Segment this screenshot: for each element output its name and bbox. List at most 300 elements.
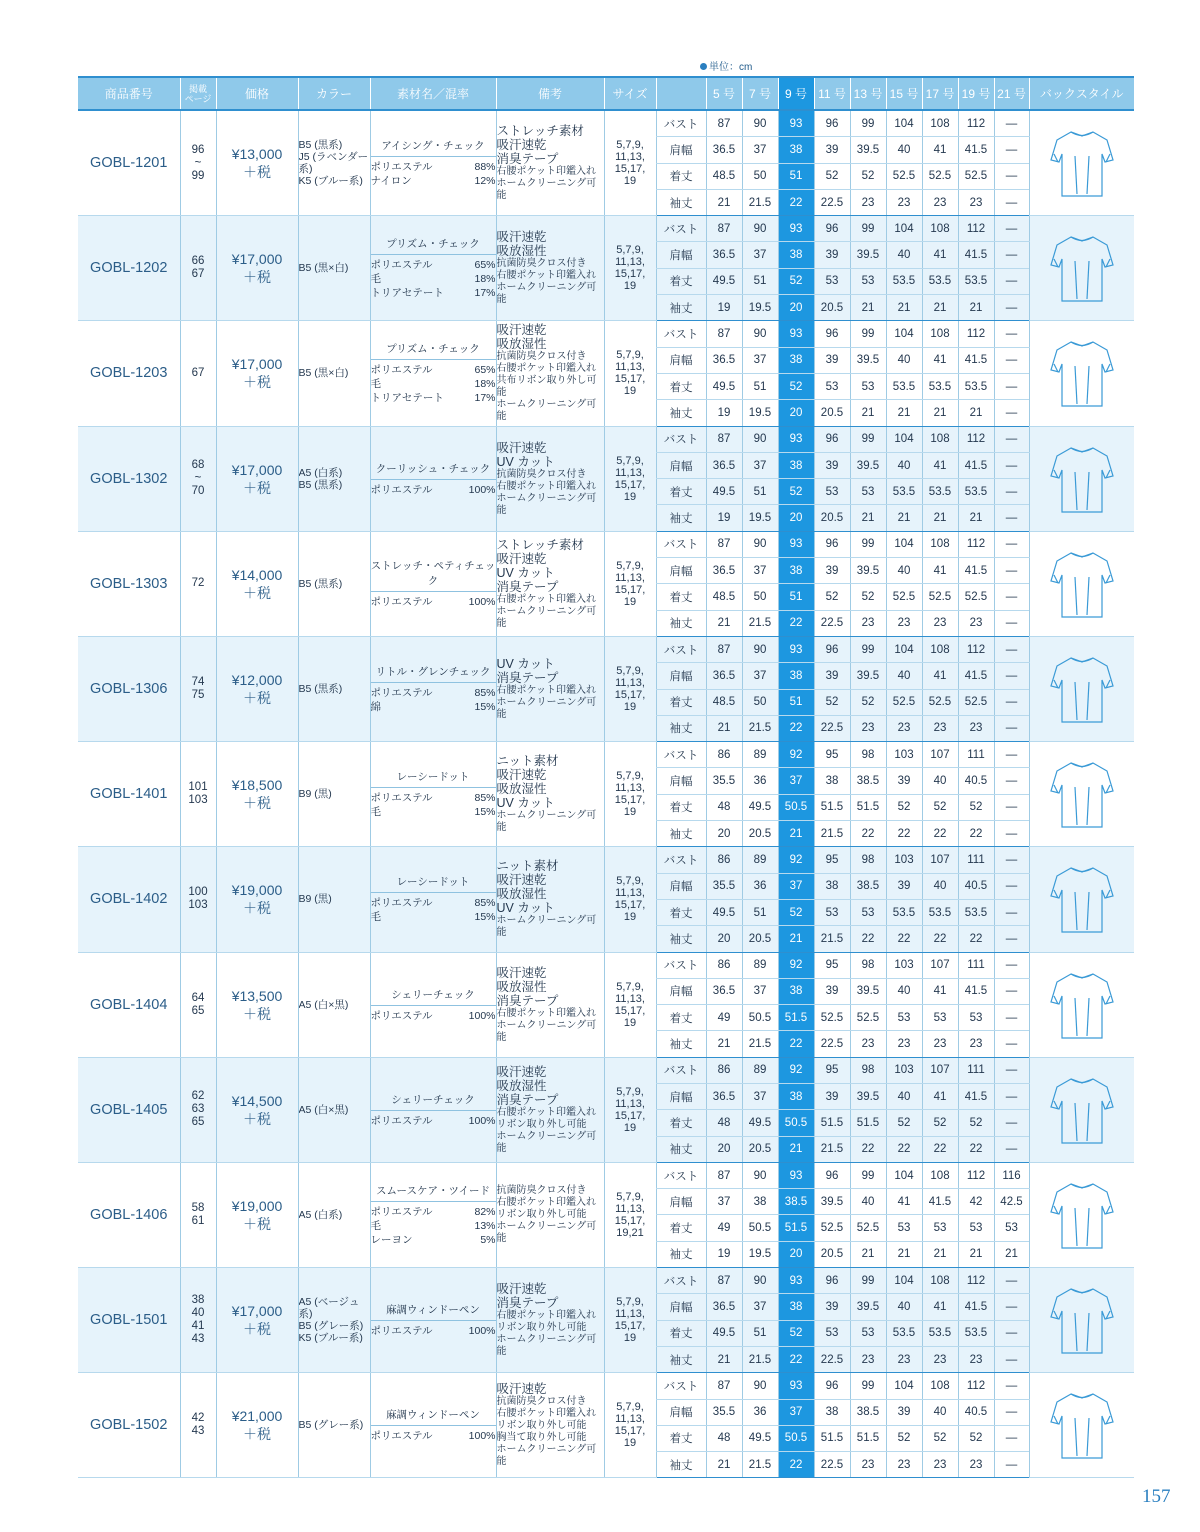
measure-value: 22 (922, 821, 958, 847)
measure-label: 肩幅 (656, 1189, 706, 1215)
measure-value: 39.5 (814, 1189, 850, 1215)
measure-value: 19 (706, 1241, 742, 1267)
measure-value: 36.5 (706, 452, 742, 478)
product-code: GOBL-1302 (78, 426, 180, 531)
measure-value: 51 (778, 584, 814, 610)
measure-value: 22 (958, 821, 994, 847)
measure-value: 22 (886, 1136, 922, 1162)
measure-value: 86 (706, 952, 742, 978)
measure-label: バスト (656, 216, 706, 242)
available-sizes: 5,7,9, 11,13, 15,17, 19 (604, 1373, 656, 1478)
measure-value: 41.5 (958, 663, 994, 689)
measure-value: 39.5 (850, 978, 886, 1004)
measure-value: 40 (886, 242, 922, 268)
measure-value: 87 (706, 1373, 742, 1399)
measure-value: 89 (742, 952, 778, 978)
measure-value: 37 (742, 137, 778, 163)
measure-value: 23 (850, 1031, 886, 1057)
measure-value: 21 (922, 505, 958, 531)
measure-label: 袖丈 (656, 1241, 706, 1267)
measure-value: 42 (958, 1189, 994, 1215)
measure-value: 87 (706, 216, 742, 242)
measure-value: 40 (922, 768, 958, 794)
measure-value: 22.5 (814, 189, 850, 215)
measure-value: 112 (958, 636, 994, 662)
measure-label: 袖丈 (656, 926, 706, 952)
fiber-percent: 5% (480, 1233, 496, 1246)
fiber-name: ポリエステル (370, 1205, 433, 1218)
notes-cell (496, 1162, 604, 1267)
measure-value: — (994, 821, 1029, 847)
measure-value: 36.5 (706, 1083, 742, 1109)
measure-value: — (994, 899, 1029, 925)
measure-value: — (994, 1031, 1029, 1057)
note-line: 共布リボン取り外し可能 (496, 375, 597, 399)
price-cell (216, 636, 298, 741)
measure-value: 21 (778, 1136, 814, 1162)
measure-value: — (994, 216, 1029, 242)
measure-value: 23 (958, 1452, 994, 1478)
measure-label: 着丈 (656, 1320, 706, 1346)
measure-value: 49.5 (706, 373, 742, 399)
measure-value: — (994, 558, 1029, 584)
measure-value: 21.5 (742, 1452, 778, 1478)
measure-value: 20.5 (814, 400, 850, 426)
fiber-name: ポリエステル (370, 792, 433, 805)
measure-value: 52 (922, 1425, 958, 1451)
material-composition (371, 363, 496, 377)
measure-value: 52 (886, 794, 922, 820)
measure-value: — (994, 1294, 1029, 1320)
measure-value: 53 (994, 1215, 1029, 1241)
table-row (78, 426, 1134, 452)
color-options: B5 (黒系) J5 (ラベンダー系) K5 (ブルー系) (298, 110, 370, 216)
measure-value: 99 (850, 110, 886, 137)
notes-cell (496, 1057, 604, 1162)
measure-value: 40.5 (958, 873, 994, 899)
measure-label: 着丈 (656, 1215, 706, 1241)
note-line: ホームクリーニング可能 (496, 1444, 597, 1468)
measure-value: 112 (958, 531, 994, 557)
price-value: ¥17,000 (231, 461, 283, 478)
measure-value: 53.5 (958, 899, 994, 925)
measure-value: 35.5 (706, 873, 742, 899)
price-value: ¥14,000 (231, 566, 283, 583)
measure-value: 37 (742, 663, 778, 689)
material-composition (371, 1205, 496, 1219)
measure-value: 90 (742, 110, 778, 137)
measure-value: 89 (742, 847, 778, 873)
measure-label: バスト (656, 321, 706, 347)
note-line: 右腰ポケット印鑑入れ (496, 1408, 596, 1420)
note-line: 抗菌防臭クロス付き (496, 258, 587, 270)
measure-label: 着丈 (656, 373, 706, 399)
measure-value: 41 (922, 558, 958, 584)
fiber-percent: 100% (468, 1114, 496, 1127)
measure-value: — (994, 347, 1029, 373)
table-row (78, 636, 1134, 662)
measure-value: 50 (742, 163, 778, 189)
measure-value: 22 (778, 1452, 814, 1478)
material-cell (370, 952, 496, 1057)
measure-value: 96 (814, 1268, 850, 1294)
measure-value: 51.5 (850, 1110, 886, 1136)
available-sizes: 5,7,9, 11,13, 15,17, 19 (604, 847, 656, 952)
measure-value: 38 (778, 452, 814, 478)
measure-value: 21 (778, 926, 814, 952)
header-size: サイズ (604, 77, 656, 110)
table-header-row (78, 77, 1134, 110)
note-line: UV カット (496, 454, 555, 469)
color-options: B5 (黒系) (298, 636, 370, 741)
measure-value: 53 (814, 1320, 850, 1346)
material-name: 麻調ウィンドーペン (371, 1407, 496, 1426)
available-sizes: 5,7,9, 11,13, 15,17, 19 (604, 216, 656, 321)
measure-value: — (994, 1136, 1029, 1162)
measure-value: 39.5 (850, 1083, 886, 1109)
measure-value: 53 (922, 1215, 958, 1241)
catalog-pages: 38 40 41 43 (180, 1268, 216, 1373)
measure-value: — (994, 742, 1029, 768)
fiber-name: ポリエステル (370, 596, 433, 609)
measure-value: 35.5 (706, 1399, 742, 1425)
measure-value: 21 (850, 505, 886, 531)
material-name: シェリーチェック (371, 987, 496, 1006)
measure-value: 53 (886, 1005, 922, 1031)
measure-value: 19 (706, 505, 742, 531)
measure-value: 98 (850, 1057, 886, 1083)
measure-value: 37 (742, 558, 778, 584)
measure-value: 21 (706, 1452, 742, 1478)
back-style-cell (1029, 426, 1134, 531)
fiber-percent: 85% (474, 687, 496, 700)
measure-value: 51 (742, 1320, 778, 1346)
measure-value: 53.5 (886, 899, 922, 925)
product-code: GOBL-1406 (78, 1162, 180, 1267)
price-cell (216, 531, 298, 636)
measure-label: バスト (656, 1162, 706, 1188)
material-cell (370, 1162, 496, 1267)
note-line: 抗菌防臭クロス付き (496, 351, 587, 363)
measure-value: 95 (814, 847, 850, 873)
material-cell (370, 1268, 496, 1373)
fiber-percent: 65% (474, 259, 496, 272)
catalog-pages: 62 63 65 (180, 1057, 216, 1162)
price-value: ¥14,500 (231, 1092, 283, 1109)
measure-value: 49.5 (706, 1320, 742, 1346)
measure-value: 96 (814, 636, 850, 662)
measure-value: 41 (922, 663, 958, 689)
measure-value: 39.5 (850, 347, 886, 373)
measure-label: 肩幅 (656, 1294, 706, 1320)
measure-value: 21.5 (742, 1346, 778, 1372)
measure-label: 肩幅 (656, 558, 706, 584)
product-block (78, 847, 1134, 952)
measure-value: 86 (706, 847, 742, 873)
measure-label: バスト (656, 847, 706, 873)
note-line: 吸放湿性 (496, 337, 547, 352)
measure-value: 38 (778, 663, 814, 689)
measure-value: 37 (742, 1294, 778, 1320)
measure-value: 21 (922, 295, 958, 321)
measure-value: 37 (742, 347, 778, 373)
measure-value: 50 (742, 584, 778, 610)
note-line: ホームクリーニング可能 (496, 492, 597, 516)
measure-value: 48.5 (706, 163, 742, 189)
measure-value: — (994, 1452, 1029, 1478)
notes-cell (496, 110, 604, 216)
fiber-percent: 88% (474, 161, 496, 174)
back-style-cell (1029, 742, 1134, 847)
fiber-percent: 12% (474, 175, 496, 188)
measure-value: — (994, 189, 1029, 215)
price-cell (216, 321, 298, 426)
measure-value: — (994, 584, 1029, 610)
measure-value: 39.5 (850, 452, 886, 478)
measure-value: 49.5 (742, 1110, 778, 1136)
measure-value: — (994, 952, 1029, 978)
price-cell (216, 426, 298, 531)
table-row (78, 847, 1134, 873)
note-line: ホームクリーニング可能 (496, 697, 597, 721)
page-number: 157 (1142, 1486, 1171, 1507)
material-cell (370, 531, 496, 636)
material-composition (371, 272, 496, 286)
measure-value: 41 (922, 1083, 958, 1109)
back-style-cell (1029, 1057, 1134, 1162)
measure-label: 肩幅 (656, 768, 706, 794)
measure-value: 22.5 (814, 1346, 850, 1372)
measure-value: 22 (778, 189, 814, 215)
measure-label: 肩幅 (656, 1399, 706, 1425)
measure-value: 52 (886, 1110, 922, 1136)
fiber-percent: 85% (474, 792, 496, 805)
measure-value: 86 (706, 742, 742, 768)
note-line: 右腰ポケット印鑑入れ (496, 363, 596, 375)
fiber-percent: 100% (468, 1430, 496, 1443)
measure-value: 98 (850, 952, 886, 978)
fiber-percent: 85% (474, 897, 496, 910)
material-cell (370, 636, 496, 741)
measure-value: 50 (742, 689, 778, 715)
measure-value: 53.5 (958, 1320, 994, 1346)
measure-value: 50.5 (778, 1110, 814, 1136)
measure-value: 96 (814, 321, 850, 347)
measure-value: 92 (778, 742, 814, 768)
header-measure (656, 77, 706, 110)
note-line: 消臭テープ (496, 152, 559, 167)
measure-value: 96 (814, 426, 850, 452)
measure-value: 21.5 (742, 715, 778, 741)
measure-value: — (994, 1110, 1029, 1136)
measure-value: 20 (706, 1136, 742, 1162)
fiber-percent: 100% (468, 1009, 496, 1022)
measure-label: 着丈 (656, 899, 706, 925)
measure-value: 52 (958, 1110, 994, 1136)
measure-label: 肩幅 (656, 347, 706, 373)
measure-value: 52.5 (958, 689, 994, 715)
material-composition (371, 258, 496, 272)
measure-value: 92 (778, 847, 814, 873)
measure-value: 99 (850, 1373, 886, 1399)
measure-value: 40 (886, 1083, 922, 1109)
measure-value: 21 (958, 295, 994, 321)
measure-value: 93 (778, 110, 814, 137)
measure-label: バスト (656, 426, 706, 452)
measure-value: 39 (814, 242, 850, 268)
measure-value: 107 (922, 1057, 958, 1083)
price-cell (216, 847, 298, 952)
note-line: ホームクリーニング可能 (496, 915, 597, 939)
fiber-name: トリアセテート (370, 392, 444, 405)
table-row (78, 216, 1134, 242)
measure-value: 23 (958, 610, 994, 636)
measure-value: 49.5 (706, 899, 742, 925)
product-code: GOBL-1501 (78, 1268, 180, 1373)
note-line: 抗菌防臭クロス付き (496, 1396, 587, 1408)
product-block (78, 426, 1134, 531)
measure-value: 53.5 (922, 1320, 958, 1346)
measure-label: 肩幅 (656, 663, 706, 689)
note-line: ニット素材 (496, 754, 559, 769)
price-tax: ＋税 (243, 1215, 271, 1232)
measure-value: 38 (778, 558, 814, 584)
measure-value: 51 (742, 373, 778, 399)
measure-value: 23 (922, 189, 958, 215)
measure-value: 52.5 (886, 584, 922, 610)
measure-label: 袖丈 (656, 610, 706, 636)
price-value: ¥18,500 (231, 777, 283, 794)
back-style-cell (1029, 1268, 1134, 1373)
fiber-name: 毛 (370, 1219, 381, 1232)
measure-value: 22 (886, 821, 922, 847)
measure-value: 96 (814, 1162, 850, 1188)
measure-value: 40 (886, 978, 922, 1004)
measure-value: 49 (706, 1005, 742, 1031)
measure-value: 53.5 (958, 373, 994, 399)
measure-value: 53 (958, 1005, 994, 1031)
catalog-pages: 66 67 (180, 216, 216, 321)
measure-value: 112 (958, 426, 994, 452)
fiber-name: 毛 (370, 806, 381, 819)
measure-value: 52 (958, 1425, 994, 1451)
catalog-pages: 96 ~ 99 (180, 110, 216, 216)
price-cell (216, 952, 298, 1057)
measure-value: 21 (850, 400, 886, 426)
back-style-cell (1029, 636, 1134, 741)
price-value: ¥19,000 (231, 882, 283, 899)
measure-value: 111 (958, 742, 994, 768)
measure-value: 99 (850, 321, 886, 347)
product-block (78, 531, 1134, 636)
measure-value: 23 (922, 1031, 958, 1057)
catalog-pages: 68 ~ 70 (180, 426, 216, 531)
notes-cell (496, 1268, 604, 1373)
table-row (78, 742, 1134, 768)
measure-label: 着丈 (656, 1005, 706, 1031)
measure-value: — (994, 768, 1029, 794)
measure-value: 36 (742, 768, 778, 794)
measure-value: 20 (706, 926, 742, 952)
measure-label: 着丈 (656, 268, 706, 294)
measure-value: 48 (706, 1110, 742, 1136)
measure-value: 37 (778, 768, 814, 794)
price-tax: ＋税 (243, 1426, 271, 1443)
measure-value: 48 (706, 794, 742, 820)
measure-value: 112 (958, 1268, 994, 1294)
note-line: ホームクリーニング可能 (496, 282, 597, 306)
measure-value: 23 (922, 1346, 958, 1372)
measure-label: バスト (656, 952, 706, 978)
measure-value: 52 (922, 1110, 958, 1136)
fiber-name: レーヨン (370, 1233, 413, 1246)
measure-value: 96 (814, 1373, 850, 1399)
measure-value: 104 (886, 1162, 922, 1188)
measure-value: 87 (706, 531, 742, 557)
measure-value: 23 (958, 1031, 994, 1057)
note-line: 吸汗速乾 (496, 440, 547, 455)
measure-value: — (994, 400, 1029, 426)
measure-label: 袖丈 (656, 1346, 706, 1372)
measure-value: — (994, 242, 1029, 268)
measure-value: 92 (778, 952, 814, 978)
material-name: シェリーチェック (371, 1092, 496, 1111)
price-value: ¥17,000 (231, 356, 283, 373)
measure-value: 49 (706, 1215, 742, 1241)
measure-label: 袖丈 (656, 295, 706, 321)
measure-value: 40.5 (958, 1399, 994, 1425)
measure-value: — (994, 689, 1029, 715)
measure-value: 108 (922, 110, 958, 137)
notes-cell (496, 1373, 604, 1478)
material-composition (371, 1233, 496, 1247)
note-line: リボン取り外し可能 (496, 1420, 587, 1432)
measure-value: 93 (778, 321, 814, 347)
measure-value: 108 (922, 1268, 958, 1294)
measure-value: 39 (814, 558, 850, 584)
measure-value: 41.5 (958, 1083, 994, 1109)
measure-value: — (994, 321, 1029, 347)
measure-value: 53 (922, 1005, 958, 1031)
header-notes: 備考 (496, 77, 604, 110)
measure-value: 21.5 (742, 610, 778, 636)
measure-value: 53 (850, 479, 886, 505)
note-line: 消臭テープ (496, 579, 559, 594)
blouse-back-outline-icon (1047, 126, 1117, 200)
measure-value: 104 (886, 216, 922, 242)
measure-value: 21 (886, 295, 922, 321)
measure-value: — (994, 1268, 1029, 1294)
header-size-5: 5 号 (706, 77, 742, 110)
material-composition (371, 700, 496, 714)
measure-value: 51 (778, 163, 814, 189)
measure-value: — (994, 531, 1029, 557)
measure-value: 23 (850, 189, 886, 215)
material-name: レーシードット (371, 769, 496, 788)
measure-value: — (994, 636, 1029, 662)
measure-value: 19.5 (742, 295, 778, 321)
measure-value: 22 (958, 926, 994, 952)
note-line: 吸汗速乾 (496, 138, 547, 153)
back-style-cell (1029, 1373, 1134, 1478)
measure-value: 22.5 (814, 610, 850, 636)
measure-value: 93 (778, 1373, 814, 1399)
measure-value: 40 (886, 558, 922, 584)
measure-value: 23 (922, 715, 958, 741)
fiber-percent: 17% (474, 287, 496, 300)
measure-value: — (994, 663, 1029, 689)
measure-value: 22 (850, 821, 886, 847)
